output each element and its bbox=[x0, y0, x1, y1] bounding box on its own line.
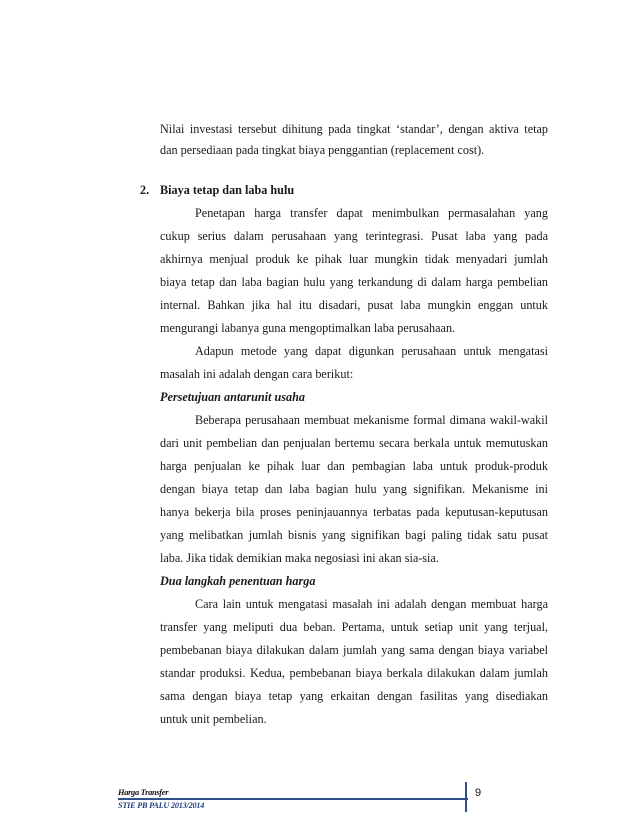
paragraph-line: Nilai investasi tersebut dihitung pada tingkat ‘standar’, dengan aktiva tetap bbox=[160, 122, 548, 136]
paragraph-line: internal. Bahkan jika hal itu disadari, pusat laba mungkin enggan untuk bbox=[160, 298, 548, 312]
paragraph-line: sama dengan biaya tetap yang erkaitan dengan fasilitas yang disediakan bbox=[160, 689, 548, 703]
section-number: 2. bbox=[140, 183, 150, 197]
paragraph-line: Cara lain untuk mengatasi masalah ini adalah dengan membuat harga bbox=[195, 597, 548, 611]
paragraph-line: mengurangi labanya guna mengoptimalkan laba perusahaan. bbox=[160, 321, 456, 335]
paragraph-line: dengan biaya tetap dan laba bagian hulu yang signifikan. Mekanisme ini bbox=[160, 482, 548, 496]
paragraph-line: Beberapa perusahaan membuat mekanisme formal dimana wakil-wakil bbox=[195, 413, 548, 427]
paragraph-line: untuk unit pembelian. bbox=[160, 712, 267, 726]
paragraph-line: dan persediaan pada tingkat biaya penggantian (replacement cost). bbox=[160, 143, 485, 157]
paragraph-line: masalah ini adalah dengan cara berikut: bbox=[160, 367, 354, 381]
paragraph-line: hanya bekerja bila proses peninjauannya terbatas pada keputusan-keputusan bbox=[160, 505, 548, 519]
paragraph-line: akhirnya menjual produk ke pihak luar mungkin tidak menyadari jumlah bbox=[160, 252, 548, 266]
page-number: 9 bbox=[474, 787, 482, 799]
paragraph-line: laba. Jika tidak demikian maka negosiasi ini akan sia-sia. bbox=[160, 551, 439, 565]
subheading: Dua langkah penentuan harga bbox=[160, 574, 316, 588]
paragraph-line: Penetapan harga transfer dapat menimbulkan permasalahan yang bbox=[195, 206, 548, 220]
paragraph-line: harga penjualan ke pihak luar dan pembagian laba untuk produk-produk bbox=[160, 459, 548, 473]
paragraph-line: Adapun metode yang dapat digunkan perusahaan untuk mengatasi bbox=[195, 344, 548, 358]
section-heading: Biaya tetap dan laba hulu bbox=[160, 183, 295, 197]
paragraph-line: biaya tetap dan laba bagian hulu yang terkandung di dalam harga pembelian bbox=[160, 275, 548, 289]
paragraph-line: standar produksi. Kedua, pembebanan biaya berkala dilakukan dalam jumlah bbox=[160, 666, 548, 680]
paragraph-line: transfer yang meliputi dua beban. Pertama, untuk setiap unit yang terjual, bbox=[160, 620, 548, 634]
paragraph-line: yang melibatkan jumlah bisnis yang signifikan bagi paling tidak satu pusat bbox=[160, 528, 548, 542]
footer-institution: STIE PB PALU 2013/2014 bbox=[118, 801, 205, 810]
footer-title: Harga Transfer bbox=[118, 788, 169, 797]
paragraph-line: cukup serius dalam perusahaan yang terintegrasi. Pusat laba yang pada bbox=[160, 229, 548, 243]
footer-divider bbox=[465, 782, 467, 812]
subheading: Persetujuan antarunit usaha bbox=[160, 390, 305, 404]
paragraph-line: pembebanan biaya dilakukan dalam jumlah yang sama dengan biaya variabel bbox=[160, 643, 548, 657]
paragraph-line: dari unit pembelian dan penjualan bertemu secara berkala untuk memutuskan bbox=[160, 436, 548, 450]
footer-rule bbox=[118, 798, 468, 800]
